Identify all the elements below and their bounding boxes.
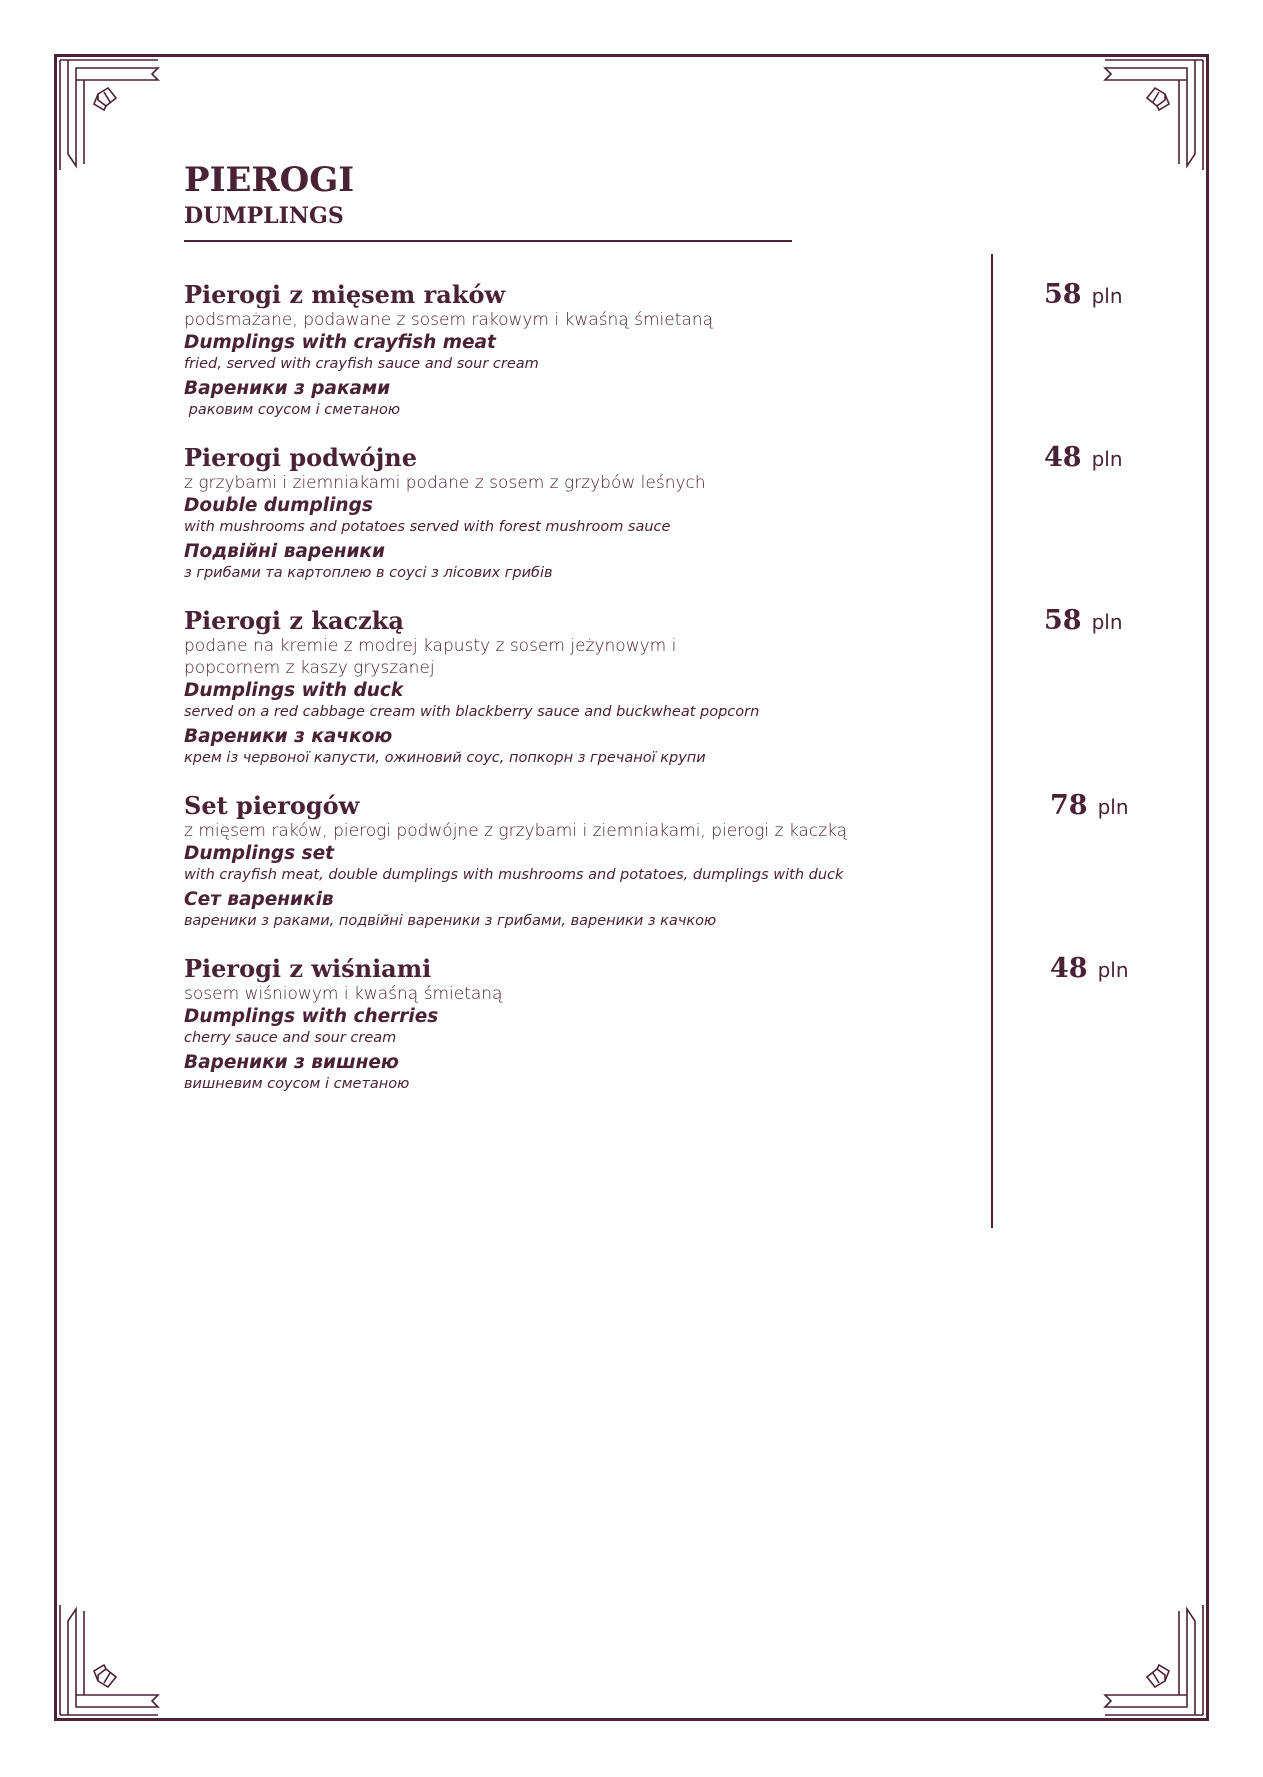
page-title: PIEROGI: [184, 160, 355, 200]
item-description-ukrainian: раковим соусом і сметаною: [184, 402, 401, 418]
corner-ornament-icon: [1089, 54, 1209, 184]
item-price: [1044, 279, 1123, 310]
corner-ornament-icon: [54, 1591, 174, 1721]
menu-header: [184, 160, 354, 230]
item-name-english: Dumplings set: [184, 843, 334, 864]
item-name-polish: Pierogi z kaczką: [184, 606, 404, 635]
item-price: [1044, 605, 1123, 636]
item-description-english: fried, served with crayfish sauce and sour cream: [184, 356, 539, 372]
item-name-english: Dumplings with cherries: [184, 1006, 439, 1027]
item-description-ukrainian: з грибами та картоплею в соусі з лісових грибів: [184, 565, 553, 581]
item-name-ukrainian: Сет вареників: [184, 889, 334, 910]
item-name-ukrainian: Вареники з раками: [184, 378, 391, 399]
corner-ornament-icon: [54, 54, 174, 184]
price-value: 58: [1044, 279, 1082, 310]
price-value: 78: [1050, 790, 1088, 821]
item-description-english: cherry sauce and sour cream: [184, 1030, 397, 1046]
item-description-polish: z mięsem raków, pierogi podwójne z grzybami i ziemniakami, pierogi z kaczką: [184, 821, 848, 841]
item-name-polish: Pierogi z mięsem raków: [184, 280, 506, 309]
item-description-ukrainian: вареники з раками, подвійні вареники з грибами, вареники з качкою: [184, 913, 717, 929]
menu-item: [184, 607, 1184, 768]
menu-item: [184, 792, 1184, 931]
item-name-ukrainian: Подвійні вареники: [184, 541, 385, 562]
header-divider: [184, 240, 792, 242]
price-value: 58: [1044, 605, 1082, 636]
page-subtitle: DUMPLINGS: [184, 203, 344, 229]
corner-ornament-bottom-left: [54, 1591, 174, 1721]
item-price: [1044, 442, 1123, 473]
item-description-polish: podsmażane, podawane z sosem rakowym i kwaśną śmietaną: [184, 310, 714, 330]
item-name-english: Double dumplings: [184, 495, 373, 516]
price-currency: pln: [1091, 610, 1123, 634]
price-currency: pln: [1097, 958, 1129, 982]
item-price: [1050, 953, 1129, 984]
corner-ornament-top-right: [1089, 54, 1209, 184]
item-name-ukrainian: Вареники з вишнею: [184, 1052, 399, 1073]
corner-ornament-bottom-right: [1089, 1591, 1209, 1721]
price-currency: pln: [1097, 795, 1129, 819]
item-description-english: served on a red cabbage cream with blackberry sauce and buckwheat popcorn: [184, 704, 760, 720]
item-description-english: with mushrooms and potatoes served with forest mushroom sauce: [184, 519, 671, 535]
item-description-polish: sosem wiśniowym i kwaśną śmietaną: [184, 984, 503, 1004]
item-name-ukrainian: Вареники з качкою: [184, 726, 393, 747]
item-name-english: Dumplings with crayfish meat: [184, 332, 496, 353]
price-value: 48: [1050, 953, 1088, 984]
corner-ornament-top-left: [54, 54, 174, 184]
menu-list: [184, 281, 1184, 1118]
price-currency: pln: [1091, 447, 1123, 471]
item-description-english: with crayfish meat, double dumplings with mushrooms and potatoes, dumplings with duck: [184, 867, 844, 883]
item-name-polish: Pierogi z wiśniami: [184, 954, 432, 983]
item-price: [1050, 790, 1129, 821]
item-name-polish: Set pierogów: [184, 791, 360, 820]
item-description-polish: podane na kremie z modrej kapusty z sosem jeżynowym i popcornem z kaszy gryszanej: [184, 636, 677, 678]
item-description-ukrainian: вишневим соусом і сметаною: [184, 1076, 410, 1092]
item-description-ukrainian: крем із червоної капусти, ожиновий соус, попкорн з гречаної крупи: [184, 750, 706, 766]
item-name-polish: Pierogi podwójne: [184, 443, 417, 472]
item-description-polish: z grzybami i ziemniakami podane z sosem z grzybów leśnych: [184, 473, 706, 493]
price-currency: pln: [1091, 284, 1123, 308]
price-value: 48: [1044, 442, 1082, 473]
menu-item: [184, 955, 1184, 1094]
menu-item: [184, 444, 1184, 583]
corner-ornament-icon: [1089, 1591, 1209, 1721]
menu-item: [184, 281, 1184, 420]
item-name-english: Dumplings with duck: [184, 680, 404, 701]
